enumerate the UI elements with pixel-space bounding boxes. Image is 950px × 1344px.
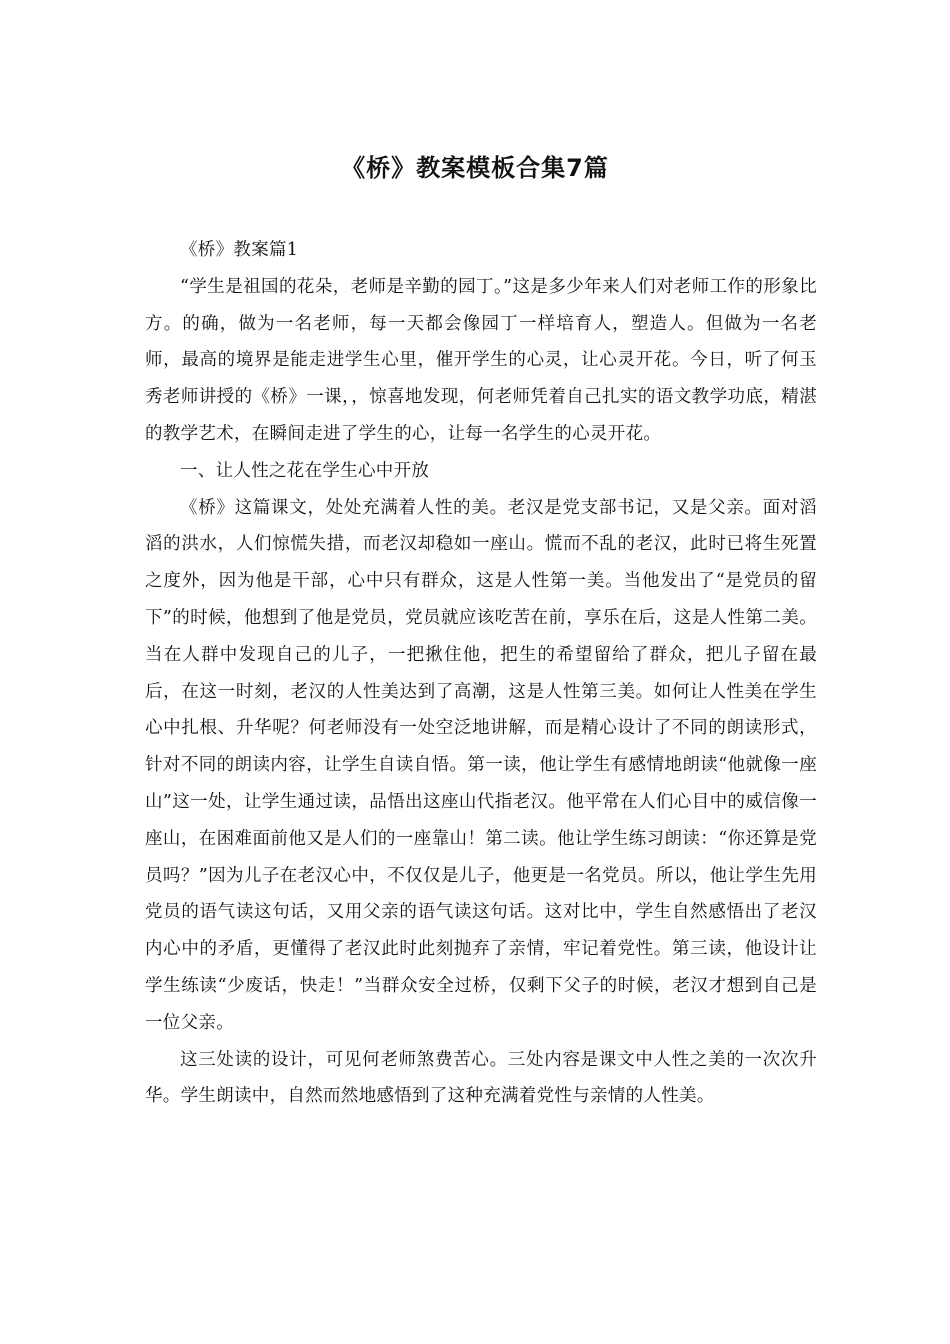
body-paragraph: 《桥》这篇课文，处处充满着人性的美。老汉是党支部书记，又是父亲。面对滔滔的洪水，人们惊慌失措，而老汉却稳如一座山。慌而不乱的老汉，此时已将生死置之度外，因为他是干部，心中只有群众，这是人性第一美。当他发出了“是党员的留下”的时候，他想到了他是党员，党员就应该吃苦在前，享乐在后，这是人性第二美。当在人群中发现自己的儿子，一把揪住他，把生的希望留给了群众，把儿子留在最后，在这一时刻，老汉的人性美达到了高潮，这是人性第三美。如何让人性美在学生心中扎根、升华呢？何老师没有一处空泛地讲解，而是精心设计了不同的朗读形式，针对不同的朗读内容，让学生自读自悟。第一读，他让学生有感情地朗读“他就像一座山”这一处，让学生通过读，品悟出这座山代指老汉。他平常在人们心目中的威信像一座山，在困难面前他又是人们的一座靠山！第二读。他让学生练习朗读：“你还算是党员吗？”因为儿子在老汉心中，不仅仅是儿子，他更是一名党员。所以，他让学生先用党员的语气读这句话，又用父亲的语气读这句话。这对比中，学生自然感悟出了老汉内心中的矛盾，更懂得了老汉此时此刻抛弃了亲情，牢记着党性。第三读，他设计让学生练读“少废话，快走！”当群众安全过桥，仅剩下父子的时候，老汉才想到自己是一位父亲。 <box>145 497 817 1033</box>
document-title: 《桥》教案模板合集7篇 <box>341 154 609 182</box>
body-paragraph: 这三处读的设计，可见何老师煞费苦心。三处内容是课文中人性之美的一次次升华。学生朗读中，自然而然地感悟到了这种充满着党性与亲情的人性美。 <box>145 1049 817 1107</box>
section-heading: 《桥》教案篇1 <box>180 240 299 260</box>
document-body <box>145 232 817 1115</box>
body-paragraph: “学生是祖国的花朵，老师是辛勤的园丁。”这是多少年来人们对老师工作的形象比方。的确，做为一名老师，每一天都会像园丁一样培育人，塑造人。但做为一名老师，最高的境界是能走进学生心里，催开学生的心灵，让心灵开花。今日，听了何玉秀老师讲授的《桥》一课，，惊喜地发现，何老师凭着自己扎实的语文教学功底，精湛的教学艺术，在瞬间走进了学生的心，让每一名学生的心灵开花。 <box>145 276 817 444</box>
subsection-heading: 一、让人性之花在学生心中开放 <box>180 460 430 481</box>
